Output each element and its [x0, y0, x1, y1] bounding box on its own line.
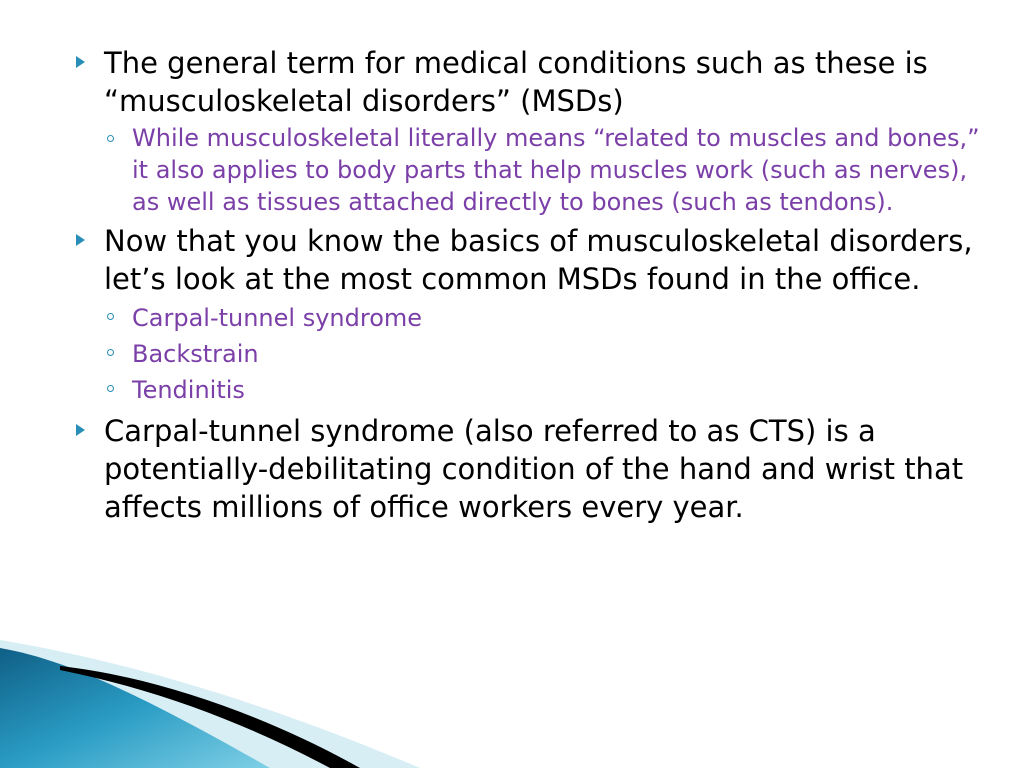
triangle-right-icon	[76, 424, 85, 436]
sub-bullet-tendinitis	[72, 372, 992, 408]
wave-light-band	[0, 640, 420, 768]
sub-bullet-text: Carpal-tunnel syndrome	[132, 304, 423, 332]
sub-bullet-text: Backstrain	[132, 340, 259, 368]
bullet-cts-description	[72, 412, 992, 526]
triangle-right-icon	[76, 56, 85, 68]
sub-list	[72, 122, 992, 218]
wave-dark-line	[60, 666, 360, 768]
sub-bullet-carpal-tunnel	[72, 300, 992, 336]
hollow-circle-icon	[107, 313, 114, 320]
sub-bullet-text: Tendinitis	[132, 376, 245, 404]
sub-list	[72, 300, 992, 408]
bullet-common-msds	[72, 222, 992, 298]
wave-blue-band	[0, 648, 270, 768]
hollow-circle-icon	[107, 385, 114, 392]
triangle-right-icon	[76, 234, 85, 246]
hollow-circle-icon	[107, 349, 114, 356]
sub-bullet-backstrain	[72, 336, 992, 372]
bullet-text: The general term for medical conditions such as these is “musculoskeletal disorders” (MSDs)	[104, 46, 928, 118]
hollow-circle-icon	[107, 135, 114, 142]
bullet-text: Carpal-tunnel syndrome (also referred to as CTS) is a potentially-debilitating condition of the hand and wrist that affects millions of office workers every year.	[104, 414, 964, 524]
sub-bullet-musculoskeletal-meaning	[72, 122, 992, 218]
slide-body	[72, 44, 992, 526]
bullet-msds-definition	[72, 44, 992, 120]
sub-bullet-text: While musculoskeletal literally means “related to muscles and bones,” it also applies to body parts that help muscles work (such as nerves), as well as tissues attached directly to bones (such as tendons).	[132, 124, 980, 216]
bullet-text: Now that you know the basics of musculoskeletal disorders, let’s look at the most common MSDs found in the office.	[104, 224, 973, 296]
